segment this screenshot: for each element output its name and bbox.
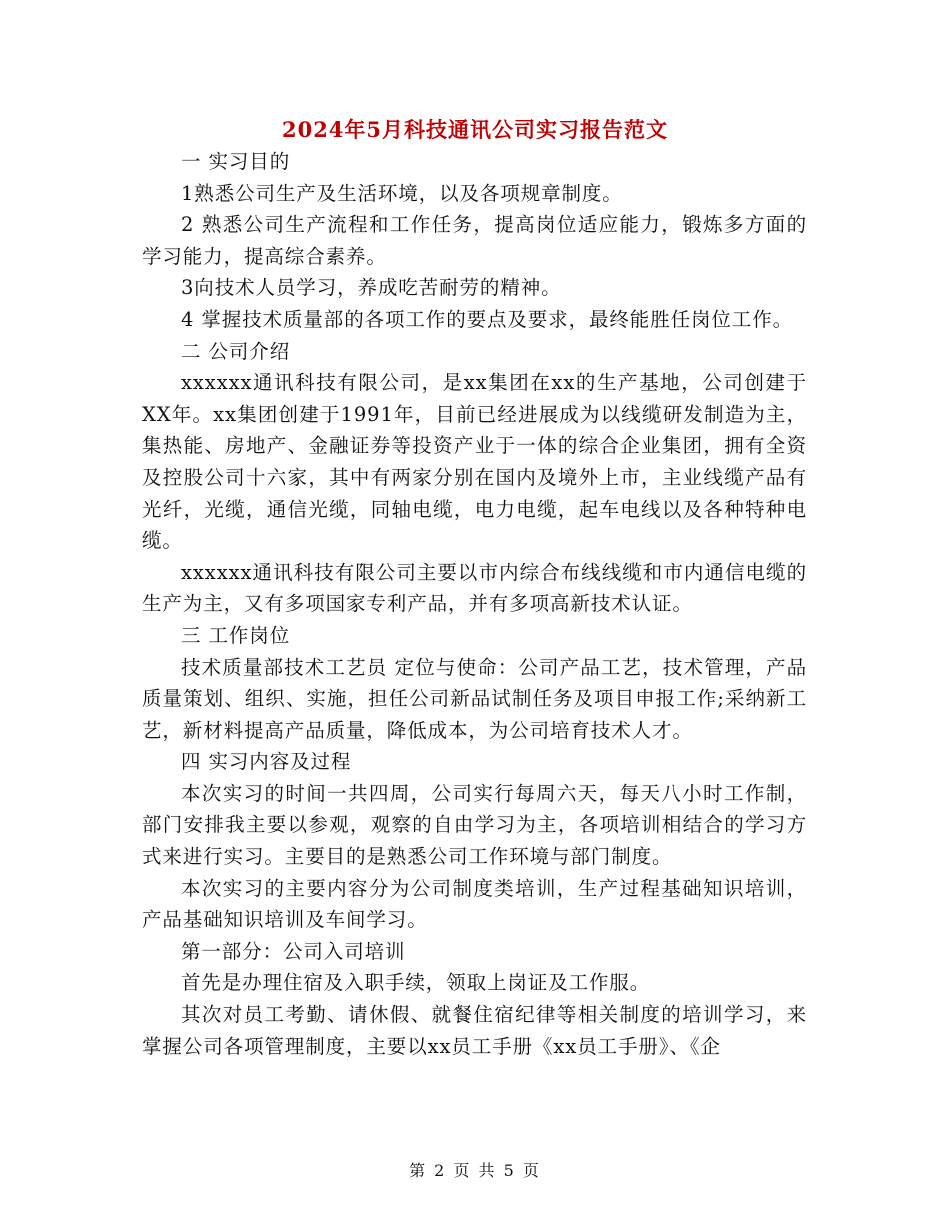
paragraph: 3向技术人员学习，养成吃苦耐劳的精神。 [181, 276, 562, 300]
section-heading-position: 三 工作岗位 [181, 623, 291, 647]
paragraph: 首先是办理住宿及入职手续，领取上岗证及工作服。 [181, 971, 651, 995]
paragraph: 本次实习的主要内容分为公司制度类培训，生产过程基础知识培训，产品基础知识培训及车间学习。 [142, 876, 807, 932]
paragraph: 1熟悉公司生产及生活环境，以及各项规章制度。 [181, 181, 623, 205]
paragraph: xxxxxx通讯科技有限公司主要以市内综合布线线缆和市内通信电缆的生产为主，又有多项国家专利产品，并有多项高新技术认证。 [142, 560, 807, 616]
section-heading-purpose: 一 实习目的 [181, 150, 291, 173]
page-number: 第 2 页 共 5 页 [409, 1161, 541, 1180]
paragraph: 本次实习的时间一共四周，公司实行每周六天，每天八小时工作制，部门安排我主要以参观，观察的自由学习为主，各项培训相结合的学习方式来进行实习。主要目的是熟悉公司工作环境与部门制度。 [142, 781, 807, 869]
paragraph: 其次对员工考勤、请休假、就餐住宿纪律等相关制度的培训学习，来掌握公司各项管理制度，主要以xx员工手册《xx员工手册》、《企 [142, 1003, 807, 1058]
paragraph: 4 掌握技术质量部的各项工作的要点及要求，最终能胜任岗位工作。 [181, 307, 794, 331]
section-heading-content: 四 实习内容及过程 [181, 750, 352, 774]
subheading-part-one: 第一部分：公司入司培训 [181, 939, 406, 963]
paragraph: xxxxxx通讯科技有限公司，是xx集团在xx的生产基地，公司创建于XX年。xx集团创建于1991年，目前已经进展成为以线缆研发制造为主，集热能、房地产、金融证券等投资产业于一体的综合企业集团，拥有全资及控股公司十六家，其中有两家分别在国内及境外上市，主业线缆产品有光纤，光缆，通信光缆，同轴电缆，电力电缆，起车电线以及各种特种电缆。 [142, 371, 807, 553]
section-heading-company: 二 公司介绍 [181, 339, 291, 363]
document-body [142, 146, 807, 1062]
paragraph: 2 熟悉公司生产流程和工作任务，提高岗位适应能力，锻炼多方面的学习能力，提高综合素养。 [142, 213, 807, 268]
document-title: 2024年5月科技通讯公司实习报告范文 [281, 117, 669, 142]
paragraph: 技术质量部技术工艺员 定位与使命：公司产品工艺，技术管理，产品质量策划、组织、实施，担任公司新品试制任务及项目申报工作;采纳新工艺，新材料提高产品质量，降低成本，为公司培育技术人才。 [142, 655, 807, 742]
